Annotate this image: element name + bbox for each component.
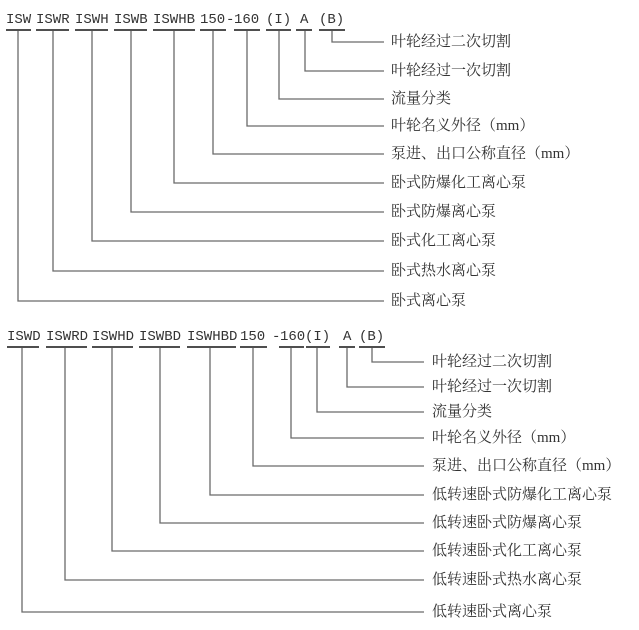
label-iswh: 卧式化工离心泵	[391, 233, 497, 249]
label-iswhbd: 低转速卧式防爆化工离心泵	[432, 487, 613, 503]
connector-160	[247, 31, 384, 126]
model-code-flow-class-b: (I)	[305, 329, 331, 345]
model-code-iswr: ISWR	[36, 12, 70, 28]
label-flow-class-b: 流量分类	[432, 404, 493, 420]
label-iswhb: 卧式防爆化工离心泵	[391, 175, 527, 191]
connector-flow-class-b	[317, 348, 424, 412]
model-code-iswd: ISWD	[7, 329, 41, 345]
label-iswb: 卧式防爆离心泵	[391, 204, 497, 220]
connector-150	[213, 31, 384, 154]
label-first-cut: 叶轮经过一次切割	[391, 63, 512, 79]
model-code-first-cut: A	[300, 12, 309, 28]
label-inlet-outlet-diameter: 泵进、出口公称直径（mm）	[391, 146, 580, 162]
connector-a-b	[347, 348, 424, 387]
model-code-first-cut-b: A	[343, 329, 352, 345]
model-code-iswb: ISWB	[114, 12, 148, 28]
model-code-iswh: ISWH	[75, 12, 109, 28]
label-iswd: 低转速卧式离心泵	[432, 604, 553, 620]
connector-iswrd	[65, 348, 424, 580]
label-isw: 卧式离心泵	[391, 293, 467, 309]
label-iswr: 卧式热水离心泵	[391, 263, 497, 279]
connector-iswr	[53, 31, 384, 271]
model-code-second-cut-b: (B)	[359, 329, 385, 345]
label-iswrd: 低转速卧式热水离心泵	[432, 572, 583, 588]
label-flow-class: 流量分类	[391, 91, 452, 107]
code-separator-b: -	[272, 329, 281, 345]
model-code-impeller-diameter-b: 160	[280, 329, 306, 345]
model-code-isw: ISW	[6, 12, 32, 28]
connector-iswbd	[160, 348, 424, 523]
label-first-cut-b: 叶轮经过一次切割	[432, 379, 553, 395]
label-iswhd: 低转速卧式化工离心泵	[432, 543, 583, 559]
connector-iswhd	[112, 348, 424, 551]
model-code-iswhbd: ISWHBD	[187, 329, 238, 345]
model-code-iswhb: ISWHB	[153, 12, 196, 28]
label-inlet-outlet-diameter-b: 泵进、出口公称直径（mm）	[432, 458, 621, 474]
label-second-cut-b: 叶轮经过二次切割	[432, 354, 553, 370]
model-code-iswbd: ISWBD	[139, 329, 182, 345]
code-separator: -	[226, 12, 235, 28]
label-iswbd: 低转速卧式防爆离心泵	[432, 515, 583, 531]
model-code-second-cut: (B)	[319, 12, 345, 28]
connector-b-b	[372, 348, 424, 362]
model-code-iswhd: ISWHD	[92, 329, 135, 345]
label-impeller-diameter-b: 叶轮名义外径（mm）	[432, 430, 576, 446]
connector-iswh	[92, 31, 384, 241]
label-impeller-diameter: 叶轮名义外径（mm）	[391, 118, 535, 134]
model-code-inlet-diameter: 150	[200, 12, 226, 28]
model-code-impeller-diameter: 160	[234, 12, 260, 28]
connector-b	[332, 31, 384, 42]
connector-a	[305, 31, 384, 71]
model-code-inlet-diameter-b: 150	[240, 329, 266, 345]
model-code-iswrd: ISWRD	[46, 329, 89, 345]
model-code-flow-class: (I)	[266, 12, 292, 28]
connector-150-b	[253, 348, 424, 466]
label-second-cut: 叶轮经过二次切割	[391, 34, 512, 50]
connector-iswb	[131, 31, 384, 212]
